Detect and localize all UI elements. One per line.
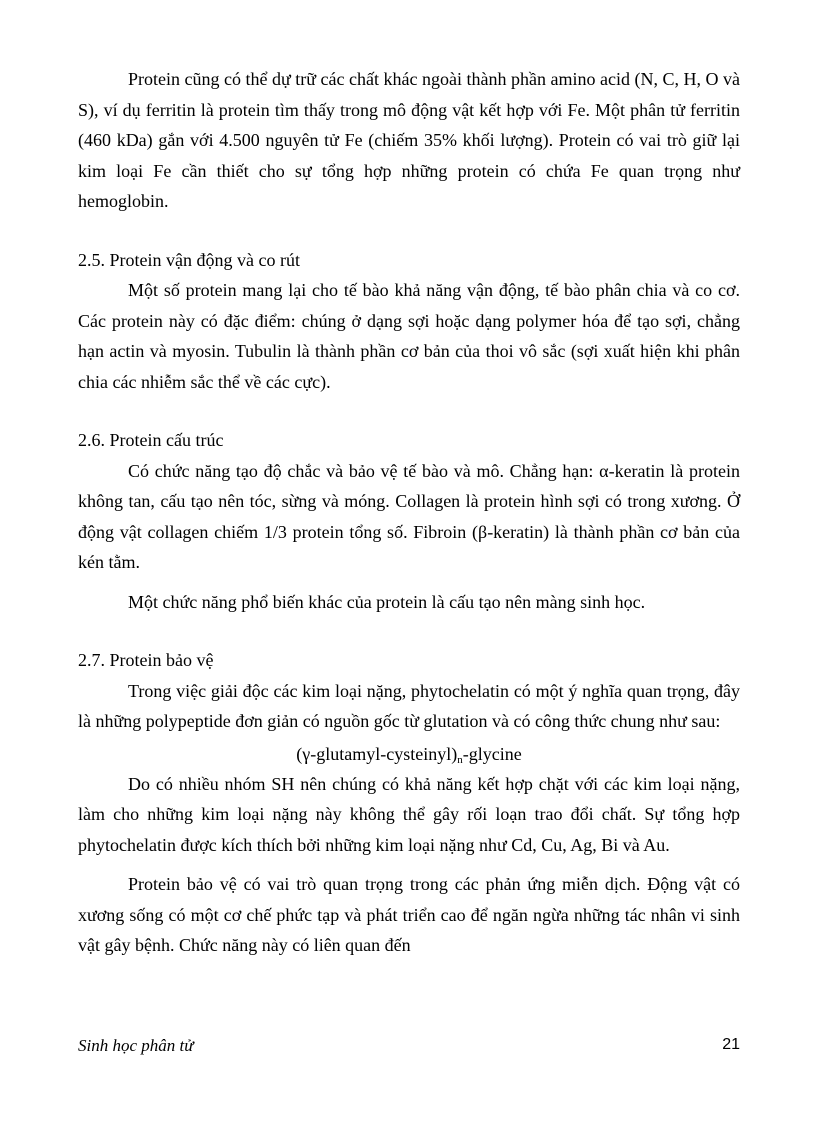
heading-2-5: 2.5. Protein vận động và co rút <box>78 249 300 270</box>
intro-paragraph: Protein cũng có thể dự trữ các chất khác ngoài thành phần amino acid (N, C, H, O và S), ví dụ ferritin là protein tìm thấy trong mô động vật kết hợp với Fe. Một phân tử ferritin (460 kDa) gắn với 4.500 nguyên tử Fe (chiếm 35% khối lượng). Protein có vai trò giữ lại kim loại Fe cần thiết cho sự tổng hợp những protein có chứa Fe quan trọng như hemoglobin. <box>78 69 740 211</box>
paragraph-2-6-b: Một chức năng phổ biến khác của protein là cấu tạo nên màng sinh học. <box>128 591 646 612</box>
paragraph-2-6-a: Có chức năng tạo độ chắc và bảo vệ tế bào và mô. Chẳng hạn: α-keratin là protein không tan, cấu tạo nên tóc, sừng và móng. Collagen là protein hình sợi có trong xương. Ở động vật collagen chiếm 1/3 protein tổng số. Fibroin (β-keratin) là thành phần cơ bản của kén tằm. <box>78 460 740 572</box>
formula-tail: -glycine <box>462 743 522 764</box>
footer-title: Sinh học phân tử <box>78 1036 194 1055</box>
heading-2-7: 2.7. Protein bảo vệ <box>78 650 214 670</box>
phytochelatin-formula <box>78 739 740 769</box>
paragraph-2-7-a: Trong việc giải độc các kim loại nặng, phytochelatin có một ý nghĩa quan trọng, đây là những polypeptide đơn giản có nguồn gốc từ glutation và có công thức chung như sau: <box>78 680 740 731</box>
paragraph-2-7-b: Do có nhiều nhóm SH nên chúng có khả năng kết hợp chặt với các kim loại nặng, làm cho những kim loại nặng này không thể gây rối loạn trao đổi chất. Sự tổng hợp phytochelatin được kích thích bởi những kim loại nặng như Cd, Cu, Ag, Bi và Au. <box>78 773 740 855</box>
page-number: 21 <box>722 1036 740 1053</box>
paragraph-2-7-c: Protein bảo vệ có vai trò quan trọng trong các phản ứng miễn dịch. Động vật có xương sống có một cơ chế phức tạp và phát triển cao để ngăn ngừa những tác nhân vi sinh vật gây bệnh. Chức năng này có liên quan đến <box>78 874 740 955</box>
formula-subscript: n <box>457 753 463 766</box>
formula-main: (γ-glutamyl-cysteinyl) <box>296 743 458 764</box>
heading-2-6: 2.6. Protein cấu trúc <box>78 430 224 450</box>
page-footer <box>78 1036 740 1056</box>
paragraph-2-5: Một số protein mang lại cho tế bào khả năng vận động, tế bào phân chia và co cơ. Các protein này có đặc điểm: chúng ở dạng sợi hoặc dạng polymer hóa để tạo sợi, chẳng hạn actin và myosin. Tubulin là thành phần cơ bản của thoi vô sắc (sợi xuất hiện khi phân chia các nhiễm sắc thể về các cực). <box>78 280 740 392</box>
page-body <box>78 64 740 961</box>
